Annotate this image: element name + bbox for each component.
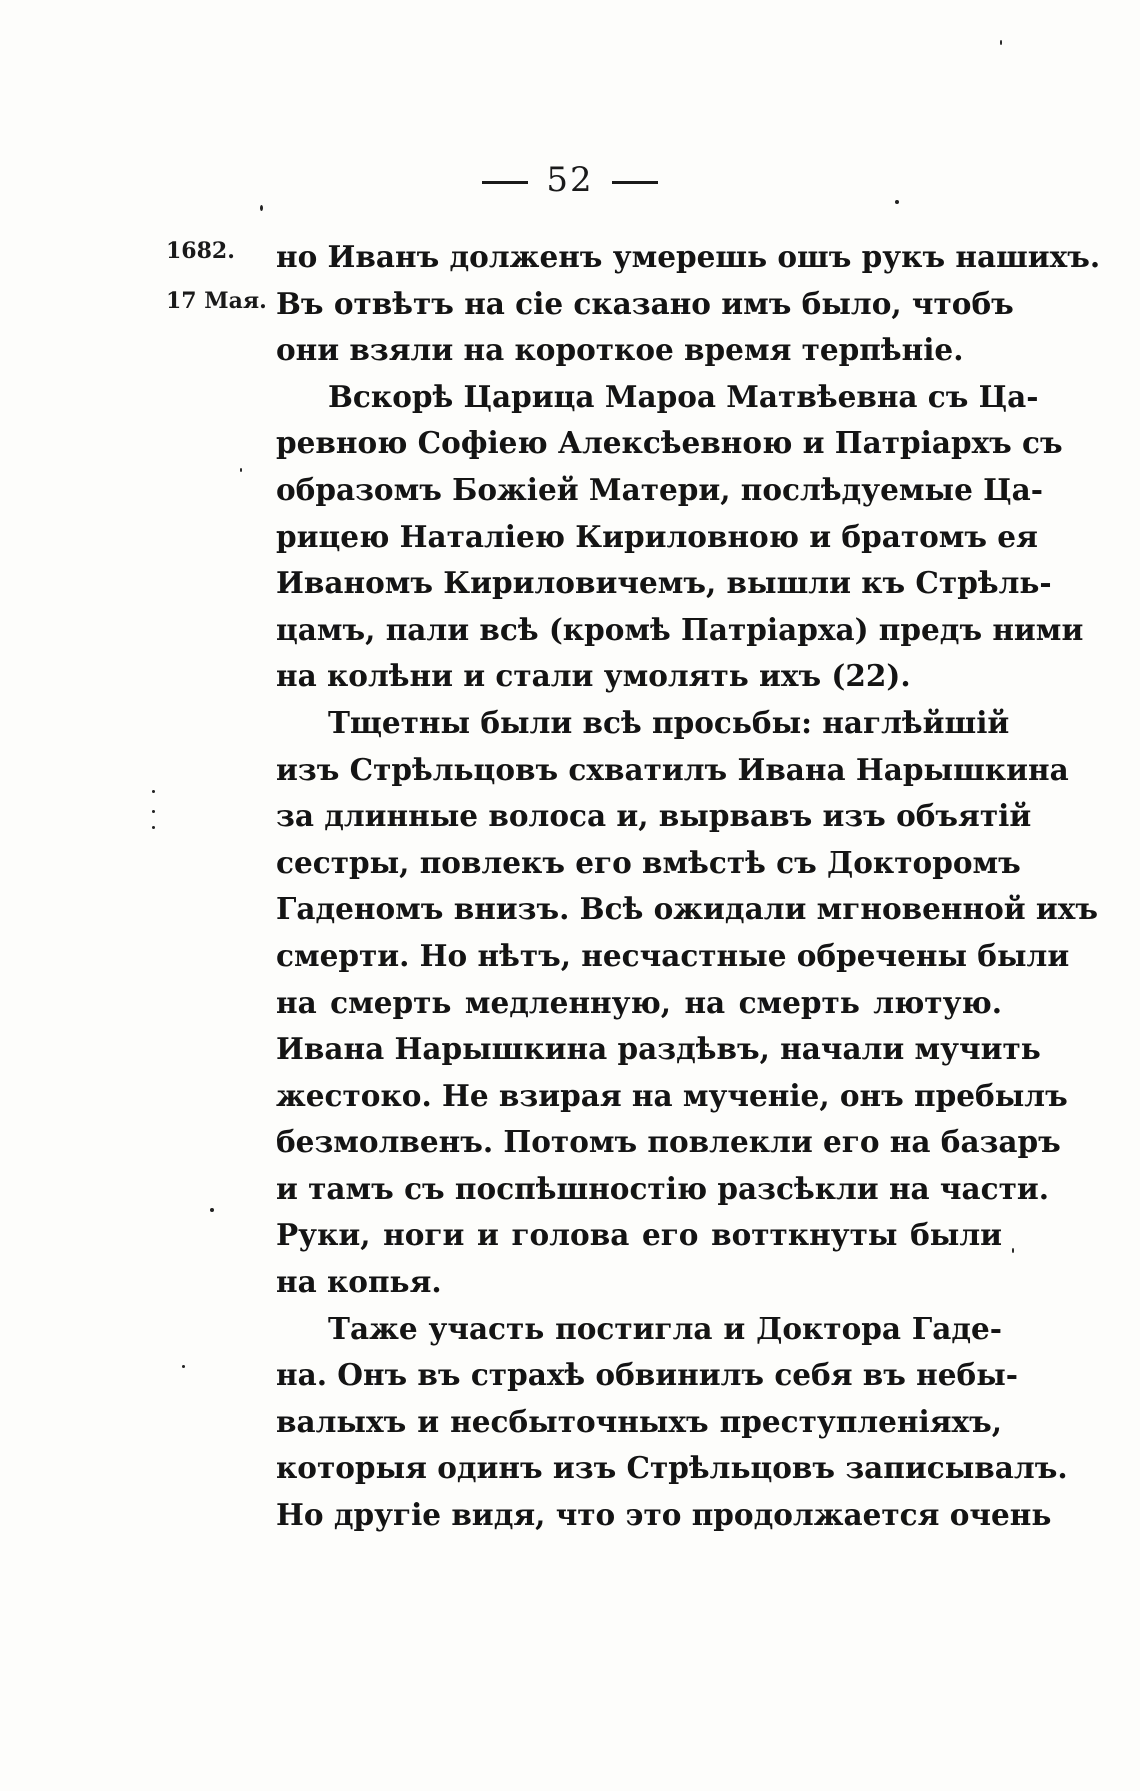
text-line: Руки, ноги и голова его вотткнуты были [276, 1217, 1002, 1253]
text-line: ревною Софіею Алексѣевною и Патріархъ съ [276, 425, 1063, 461]
text-line: изъ Стрѣльцовъ схватилъ Ивана Нарышкина [276, 751, 1069, 787]
text-line: Въ отвѣтъ на сіе сказано имъ было, чтобъ [276, 285, 1014, 321]
scan-speck [152, 810, 155, 813]
text-line: на копья. [276, 1264, 442, 1300]
scan-speck [895, 200, 899, 204]
text-line: цамъ, пали всѣ (кромѣ Патріарха) предъ ними [276, 611, 1084, 647]
scan-speck [152, 790, 155, 793]
margin-date: 17 Мая. [166, 288, 267, 314]
text-line: сестры, повлекъ его вмѣстѣ съ Докторомъ [276, 844, 1021, 880]
text-line: на. Онъ въ страхѣ обвинилъ себя въ небы- [276, 1357, 1019, 1393]
text-line: жестоко. Не взирая на мученіе, онъ пребылъ [276, 1077, 1068, 1113]
page-number: 52 [546, 160, 594, 200]
right-dash [612, 181, 658, 184]
scan-speck [1000, 40, 1002, 45]
text-line: они взяли на короткое время терпѣніе. [276, 332, 964, 368]
text-line: валыхъ и несбыточныхъ преступленіяхъ, [276, 1403, 1002, 1439]
text-line: Иваномъ Кириловичемъ, вышли къ Стрѣль- [276, 565, 1052, 601]
margin-year: 1682. [166, 238, 235, 264]
text-line: Вскорѣ Царица Мароа Матвѣевна съ Ца- [328, 378, 1039, 414]
text-line: но Иванъ долженъ умерешь ошъ рукъ нашихъ. [276, 239, 1101, 274]
text-line: и тамъ съ поспѣшностію разсѣкли на части. [276, 1170, 1050, 1206]
text-line: за длинные волоса и, вырвавъ изъ объятій [276, 798, 1032, 834]
text-line: смерти. Но нѣтъ, несчастные обречены были [276, 937, 1070, 973]
scan-speck [260, 205, 263, 211]
text-line: Гаденомъ внизъ. Всѣ ожидали мгновенной ихъ [276, 891, 1098, 927]
text-line: которыя одинъ изъ Стрѣльцовъ записывалъ. [276, 1450, 1068, 1486]
text-line: Тщетны были всѣ просьбы: наглѣйшій [328, 704, 1010, 740]
scan-speck [152, 826, 155, 829]
text-line: на смерть медленную, на смерть лютую. [276, 984, 1002, 1020]
scan-speck [1012, 1248, 1014, 1253]
scan-speck [240, 468, 242, 472]
body-text [276, 234, 1101, 1539]
text-line: на колѣни и стали умолять ихъ (22). [276, 658, 911, 694]
text-line: безмолвенъ. Потомъ повлекли его на базаръ [276, 1124, 1061, 1160]
left-dash [482, 181, 528, 184]
text-line: Таже участь постигла и Доктора Гаде- [328, 1310, 1002, 1346]
text-line: рицею Наталіею Кириловною и братомъ ея [276, 518, 1038, 554]
text-line: Ивана Нарышкина раздѣвъ, начали мучить [276, 1031, 1041, 1067]
text-line: образомъ Божіей Матери, послѣдуемые Ца- [276, 471, 1043, 507]
scan-speck [182, 1365, 185, 1368]
text-line: Но другіе видя, что это продолжается очень [276, 1497, 1052, 1533]
page-number-header [0, 160, 1140, 200]
scan-speck [210, 1208, 214, 1212]
